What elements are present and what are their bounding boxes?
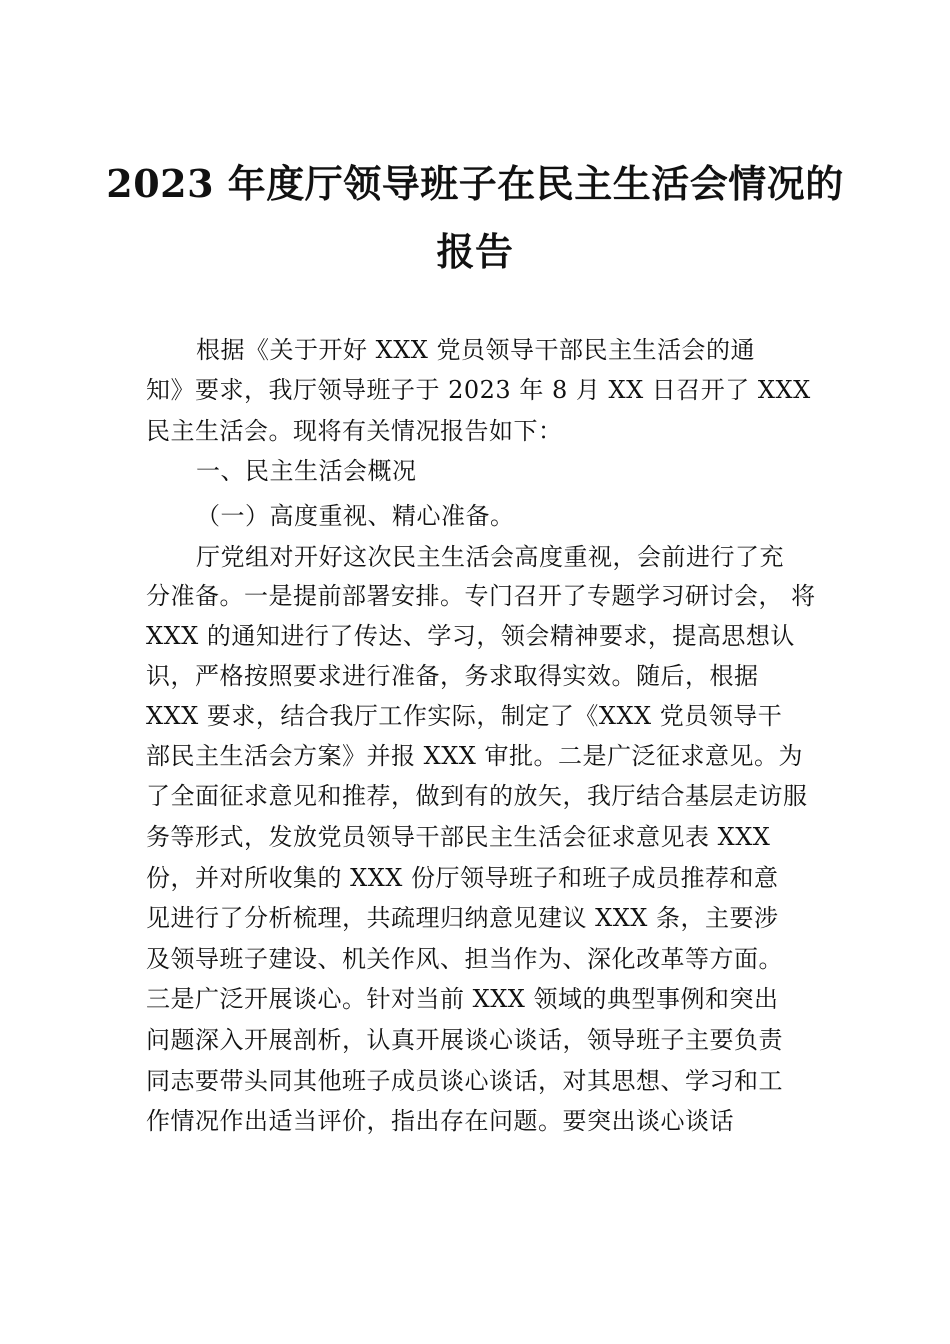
paragraph-line: XXX 要求，结合我厅工作实际，制定了《XXX 党员领导干	[146, 702, 783, 730]
paragraph-line: 根据《关于开好 XXX 党员领导干部民主生活会的通	[196, 336, 756, 364]
document-title-line-1: 2023 年度厅领导班子在民主生活会情况的	[106, 161, 844, 206]
paragraph-line: 分准备。一是提前部署安排。专门召开了专题学习研讨会， 将	[146, 582, 816, 610]
paragraph-line: 问题深入开展剖析，认真开展谈心谈话，领导班子主要负责	[146, 1026, 783, 1054]
paragraph-line: 三是广泛开展谈心。针对当前 XXX 领域的典型事例和突出	[146, 985, 779, 1013]
paragraph-line: 份，并对所收集的 XXX 份厅领导班子和班子成员推荐和意	[146, 864, 779, 892]
paragraph-line: 同志要带头同其他班子成员谈心谈话，对其思想、学习和工	[146, 1067, 783, 1095]
section-heading: 一、民主生活会概况	[196, 457, 417, 485]
subsection-heading: （一）高度重视、精心准备。	[196, 502, 515, 530]
paragraph-line: 及领导班子建设、机关作风、担当作为、深化改革等方面。	[146, 945, 783, 973]
paragraph-line: 了全面征求意见和推荐，做到有的放矢，我厅结合基层走访服	[146, 782, 808, 810]
paragraph-line: 务等形式，发放党员领导干部民主生活会征求意见表 XXX	[146, 823, 771, 851]
paragraph-line: 民主生活会。现将有关情况报告如下：	[146, 417, 563, 445]
paragraph-line: 知》要求，我厅领导班子于 2023 年 8 月 XX 日召开了 XXX	[146, 376, 811, 404]
paragraph-line: 见进行了分析梳理，共疏理归纳意见建议 XXX 条，主要涉	[146, 904, 779, 932]
paragraph-line: XXX 的通知进行了传达、学习，领会精神要求，提高思想认	[146, 622, 795, 650]
paragraph-line: 部民主生活会方案》并报 XXX 审批。二是广泛征求意见。为	[146, 742, 804, 770]
paragraph-line: 作情况作出适当评价，指出存在问题。要突出谈心谈话	[146, 1107, 734, 1135]
document-title-line-2: 报告	[436, 229, 514, 274]
paragraph-line: 识，严格按照要求进行准备，务求取得实效。随后，根据	[146, 662, 759, 690]
paragraph-line: 厅党组对开好这次民主生活会高度重视，会前进行了充	[196, 543, 784, 571]
